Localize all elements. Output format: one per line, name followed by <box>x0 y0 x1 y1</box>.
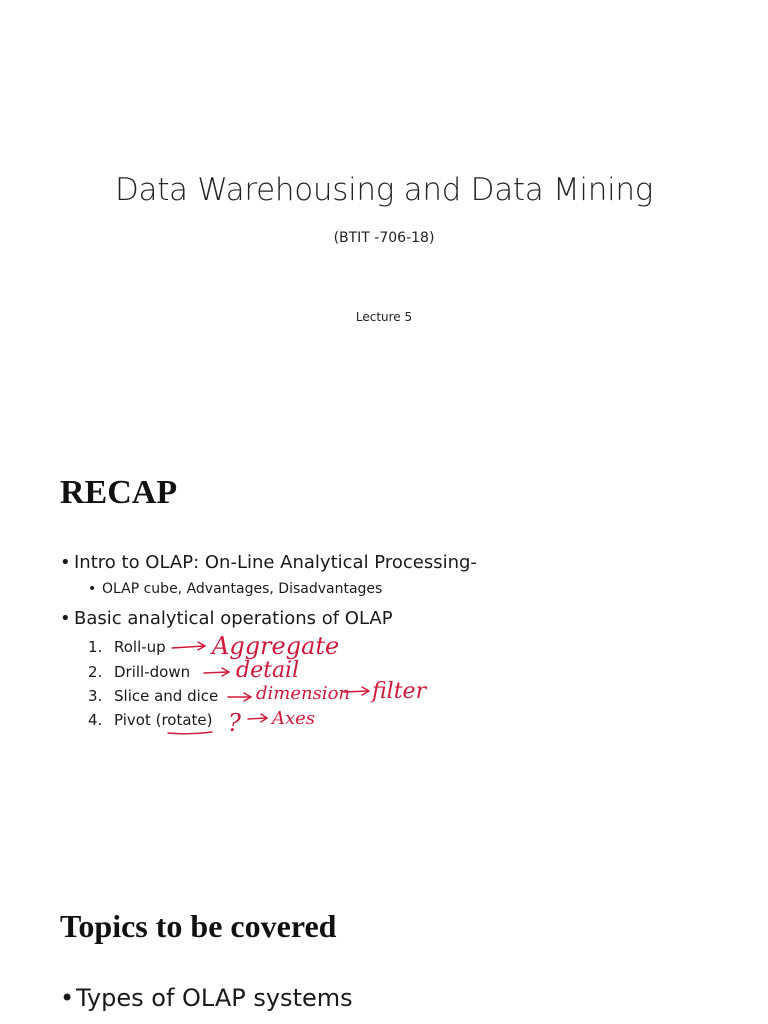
slide-title: Data Warehousing and Data Mining <box>114 172 654 208</box>
item-label: Drill-down <box>114 663 191 681</box>
item-number: 4. <box>88 711 103 729</box>
bullet-dot-icon: • <box>60 608 71 629</box>
recap-slide <box>0 432 768 864</box>
arrow-icon <box>204 672 228 673</box>
bullet-item <box>60 984 353 1012</box>
bullet-item <box>60 552 477 573</box>
sub-bullet-text: OLAP cube, Advantages, Disadvantages <box>102 581 383 597</box>
numbered-item <box>88 687 218 705</box>
arrow-icon <box>344 691 368 692</box>
bullet-dot-icon: • <box>60 984 75 1012</box>
arrow-head-icon <box>362 687 369 695</box>
item-label: Roll-up <box>114 638 166 656</box>
handwritten-detail: detail <box>236 658 300 683</box>
handwritten-dimension: dimension <box>256 683 351 704</box>
item-number: 3. <box>88 687 103 705</box>
title-slide <box>0 0 768 432</box>
handwritten-aggregate: Aggregate <box>212 632 340 660</box>
bullet-text: Types of OLAP systems <box>76 984 353 1012</box>
arrow-head-icon <box>198 642 205 650</box>
bullet-dot-icon: • <box>60 552 71 573</box>
numbered-item <box>88 663 190 681</box>
topics-heading: Topics to be covered <box>60 908 337 944</box>
lecture-label: Lecture 5 <box>355 310 413 324</box>
arrow-head-icon <box>222 668 229 676</box>
bullet-item <box>60 608 393 629</box>
item-label-end: ) <box>206 711 213 729</box>
numbered-item <box>88 638 166 656</box>
bullet-dot-icon: • <box>88 581 97 597</box>
item-label-underlined: rotate <box>161 711 207 729</box>
topics-slide <box>0 864 768 1024</box>
underline-mark <box>168 732 212 734</box>
numbered-item <box>88 711 213 729</box>
item-label: Pivot ( <box>114 711 162 729</box>
handwritten-axes: Axes <box>272 708 316 729</box>
arrow-icon <box>172 646 204 648</box>
course-code: (BTIT -706-18) <box>333 230 435 246</box>
bullet-text: Basic analytical operations of OLAP <box>74 608 393 629</box>
item-number: 2. <box>88 663 103 681</box>
handwritten-filter: filter <box>372 679 427 704</box>
sub-bullet-item <box>88 581 382 597</box>
arrow-icon <box>248 718 266 719</box>
item-label: Slice and dice <box>114 687 219 705</box>
item-number: 1. <box>88 638 103 656</box>
handwritten-question: ? <box>228 709 241 737</box>
bullet-text: Intro to OLAP: On-Line Analytical Processing- <box>74 552 477 573</box>
arrow-head-icon <box>261 714 267 722</box>
arrow-head-icon <box>244 693 251 701</box>
recap-heading: RECAP <box>60 474 178 511</box>
